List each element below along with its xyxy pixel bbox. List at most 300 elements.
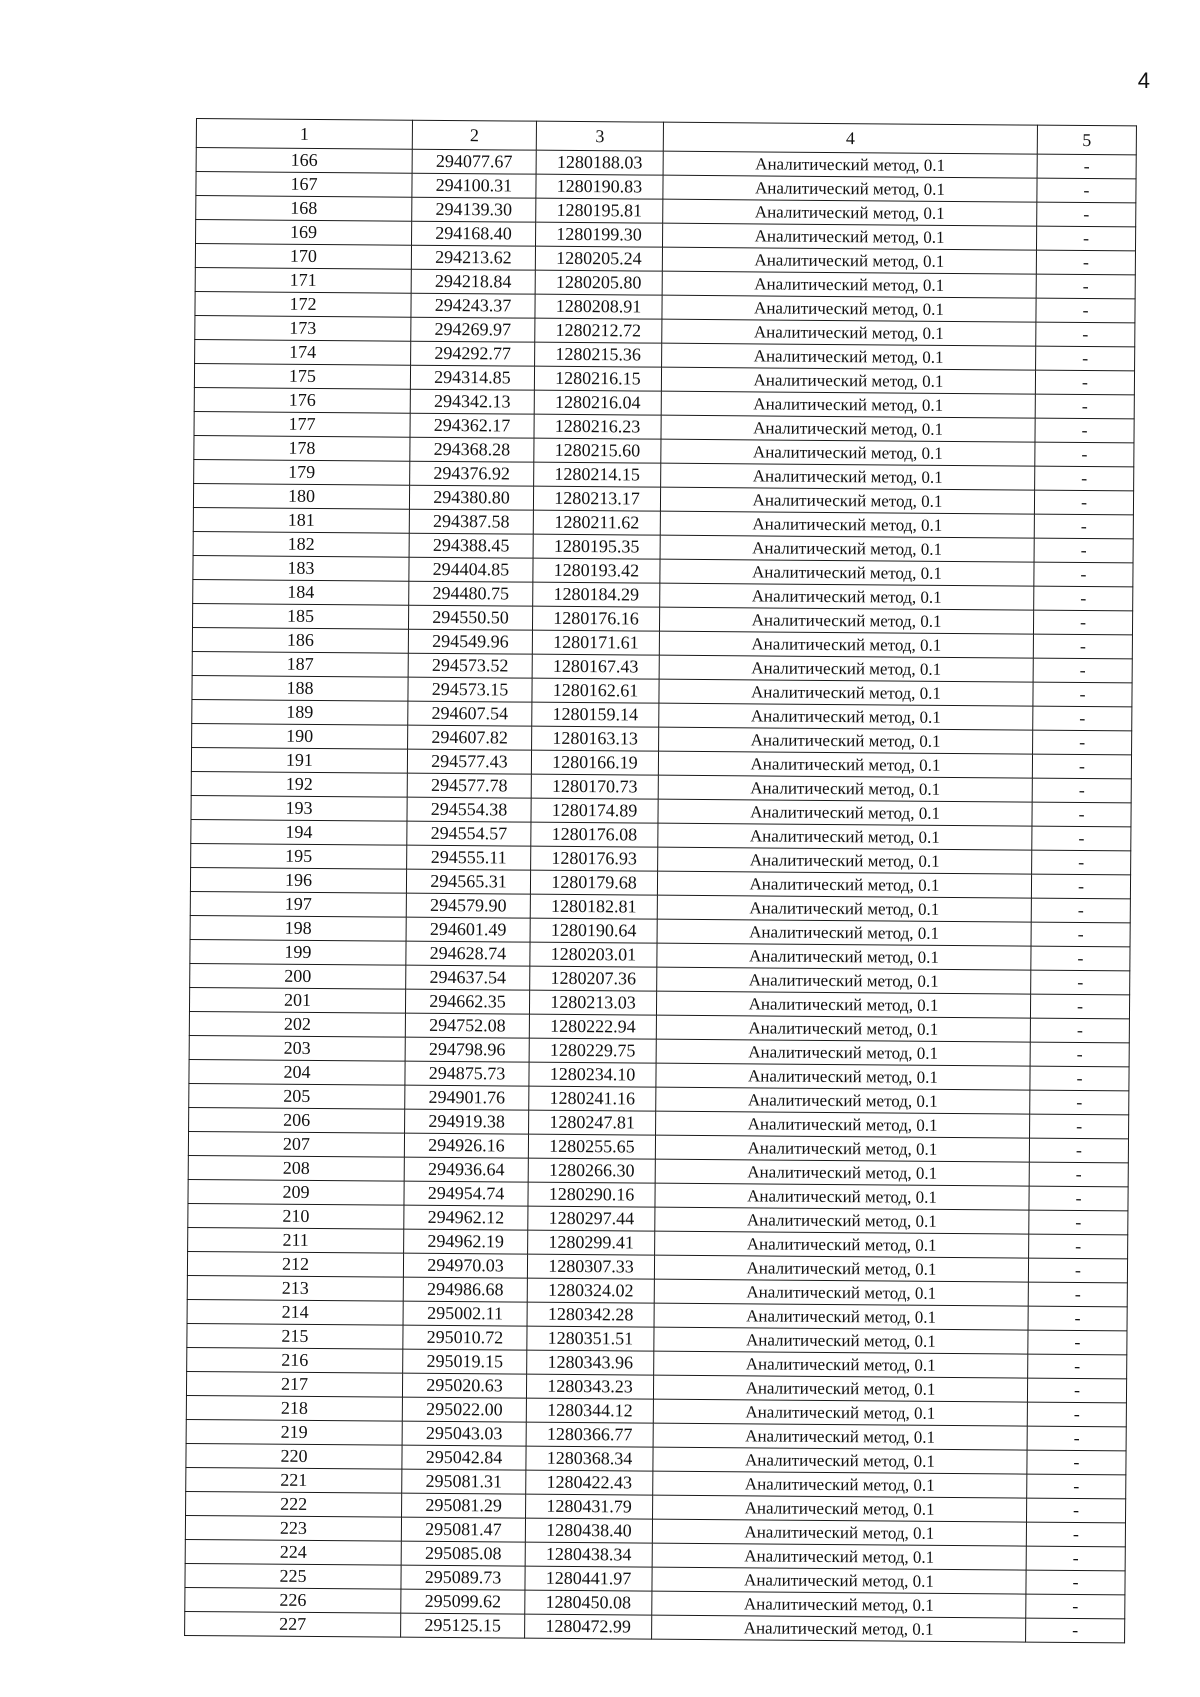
method-cell: Аналитический метод, 0.1 (653, 1495, 1027, 1522)
x-coordinate-cell: 294565.31 (406, 869, 530, 894)
note-cell: - (1029, 1234, 1128, 1259)
x-coordinate-cell: 294986.68 (403, 1277, 527, 1302)
method-cell: Аналитический метод, 0.1 (663, 175, 1037, 202)
method-cell: Аналитический метод, 0.1 (657, 919, 1031, 946)
note-cell: - (1026, 1570, 1125, 1595)
y-coordinate-cell: 1280438.40 (525, 1518, 652, 1543)
y-coordinate-cell: 1280179.68 (530, 870, 657, 895)
x-coordinate-cell: 294875.73 (405, 1061, 529, 1086)
point-number-cell: 171 (195, 267, 411, 293)
column-header-3: 3 (536, 121, 663, 151)
y-coordinate-cell: 1280207.36 (530, 966, 657, 991)
x-coordinate-cell: 294292.77 (411, 341, 535, 366)
point-number-cell: 214 (187, 1299, 403, 1325)
note-cell: - (1026, 1594, 1125, 1619)
point-number-cell: 206 (189, 1107, 405, 1133)
note-cell: - (1030, 1066, 1129, 1091)
x-coordinate-cell: 295081.29 (402, 1493, 526, 1518)
note-cell: - (1033, 682, 1132, 707)
x-coordinate-cell: 295081.31 (402, 1469, 526, 1494)
y-coordinate-cell: 1280422.43 (526, 1470, 653, 1495)
y-coordinate-cell: 1280167.43 (532, 654, 659, 679)
note-cell: - (1029, 1186, 1128, 1211)
point-number-cell: 218 (186, 1395, 402, 1421)
method-cell: Аналитический метод, 0.1 (655, 1183, 1029, 1210)
note-cell: - (1028, 1306, 1127, 1331)
method-cell: Аналитический метод, 0.1 (660, 535, 1034, 562)
point-number-cell: 169 (196, 220, 412, 246)
note-cell: - (1030, 1042, 1129, 1067)
method-cell: Аналитический метод, 0.1 (653, 1399, 1027, 1426)
y-coordinate-cell: 1280182.81 (530, 894, 657, 919)
point-number-cell: 224 (185, 1539, 401, 1565)
y-coordinate-cell: 1280176.08 (531, 822, 658, 847)
point-number-cell: 223 (185, 1515, 401, 1541)
point-number-cell: 199 (190, 939, 406, 965)
x-coordinate-cell: 294554.57 (407, 821, 531, 846)
note-cell: - (1032, 850, 1131, 875)
point-number-cell: 217 (186, 1371, 402, 1397)
y-coordinate-cell: 1280368.34 (526, 1446, 653, 1471)
y-coordinate-cell: 1280193.42 (533, 558, 660, 583)
method-cell: Аналитический метод, 0.1 (657, 871, 1031, 898)
x-coordinate-cell: 294368.28 (410, 437, 534, 462)
page-number: 4 (1137, 68, 1150, 93)
method-cell: Аналитический метод, 0.1 (661, 367, 1035, 394)
note-cell: - (1035, 466, 1134, 491)
note-cell: - (1031, 874, 1130, 899)
point-number-cell: 216 (187, 1347, 403, 1373)
method-cell: Аналитический метод, 0.1 (659, 631, 1033, 658)
x-coordinate-cell: 294954.74 (404, 1181, 528, 1206)
point-number-cell: 166 (196, 148, 412, 174)
x-coordinate-cell: 294550.50 (408, 605, 532, 630)
note-cell: - (1034, 490, 1133, 515)
note-cell: - (1026, 1522, 1125, 1547)
note-cell: - (1034, 538, 1133, 563)
point-number-cell: 210 (188, 1203, 404, 1229)
x-coordinate-cell: 294926.16 (404, 1133, 528, 1158)
point-number-cell: 194 (191, 819, 407, 845)
y-coordinate-cell: 1280215.36 (535, 342, 662, 367)
point-number-cell: 198 (190, 915, 406, 941)
point-number-cell: 188 (192, 675, 408, 701)
column-header-1: 1 (196, 119, 412, 150)
x-coordinate-cell: 295099.62 (401, 1589, 525, 1614)
y-coordinate-cell: 1280214.15 (534, 462, 661, 487)
point-number-cell: 226 (185, 1587, 401, 1613)
point-number-cell: 170 (195, 244, 411, 270)
x-coordinate-cell: 294573.15 (408, 677, 532, 702)
x-coordinate-cell: 295019.15 (403, 1349, 527, 1374)
y-coordinate-cell: 1280184.29 (533, 582, 660, 607)
point-number-cell: 222 (186, 1491, 402, 1517)
method-cell: Аналитический метод, 0.1 (656, 1015, 1030, 1042)
note-cell: - (1036, 298, 1135, 323)
y-coordinate-cell: 1280199.30 (536, 222, 663, 247)
point-number-cell: 220 (186, 1443, 402, 1469)
point-number-cell: 212 (187, 1251, 403, 1277)
x-coordinate-cell: 294970.03 (403, 1253, 527, 1278)
x-coordinate-cell: 295081.47 (401, 1517, 525, 1542)
note-cell: - (1033, 730, 1132, 755)
point-number-cell: 174 (195, 339, 411, 365)
method-cell: Аналитический метод, 0.1 (660, 511, 1034, 538)
note-cell: - (1033, 706, 1132, 731)
note-cell: - (1028, 1282, 1127, 1307)
method-cell: Аналитический метод, 0.1 (663, 199, 1037, 226)
method-cell: Аналитический метод, 0.1 (663, 151, 1037, 178)
point-number-cell: 186 (192, 627, 408, 653)
method-cell: Аналитический метод, 0.1 (659, 655, 1033, 682)
point-number-cell: 215 (187, 1323, 403, 1349)
method-cell: Аналитический метод, 0.1 (662, 247, 1036, 274)
y-coordinate-cell: 1280343.96 (527, 1350, 654, 1375)
method-cell: Аналитический метод, 0.1 (652, 1567, 1026, 1594)
method-cell: Аналитический метод, 0.1 (660, 487, 1034, 514)
x-coordinate-cell: 295085.08 (401, 1541, 525, 1566)
y-coordinate-cell: 1280163.13 (532, 726, 659, 751)
method-cell: Аналитический метод, 0.1 (656, 1063, 1030, 1090)
point-number-cell: 176 (194, 387, 410, 413)
x-coordinate-cell: 294936.64 (404, 1157, 528, 1182)
y-coordinate-cell: 1280213.03 (529, 990, 656, 1015)
note-cell: - (1033, 610, 1132, 635)
y-coordinate-cell: 1280171.61 (532, 630, 659, 655)
point-number-cell: 197 (190, 891, 406, 917)
table-body (185, 148, 1137, 1643)
method-cell: Аналитический метод, 0.1 (654, 1255, 1028, 1282)
note-cell: - (1027, 1474, 1126, 1499)
x-coordinate-cell: 294919.38 (405, 1109, 529, 1134)
note-cell: - (1027, 1426, 1126, 1451)
note-cell: - (1034, 562, 1133, 587)
method-cell: Аналитический метод, 0.1 (659, 607, 1033, 634)
method-cell: Аналитический метод, 0.1 (660, 583, 1034, 610)
point-number-cell: 189 (192, 699, 408, 725)
method-cell: Аналитический метод, 0.1 (659, 703, 1033, 730)
method-cell: Аналитический метод, 0.1 (662, 271, 1036, 298)
point-number-cell: 167 (196, 172, 412, 198)
x-coordinate-cell: 294962.12 (404, 1205, 528, 1230)
x-coordinate-cell: 295020.63 (402, 1373, 526, 1398)
x-coordinate-cell: 294577.43 (407, 749, 531, 774)
method-cell: Аналитический метод, 0.1 (654, 1327, 1028, 1354)
y-coordinate-cell: 1280342.28 (527, 1302, 654, 1327)
y-coordinate-cell: 1280247.81 (529, 1110, 656, 1135)
note-cell: - (1027, 1402, 1126, 1427)
method-cell: Аналитический метод, 0.1 (653, 1423, 1027, 1450)
method-cell: Аналитический метод, 0.1 (658, 775, 1032, 802)
y-coordinate-cell: 1280234.10 (529, 1062, 656, 1087)
point-number-cell: 196 (190, 867, 406, 893)
note-cell: - (1031, 898, 1130, 923)
method-cell: Аналитический метод, 0.1 (661, 415, 1035, 442)
point-number-cell: 208 (188, 1155, 404, 1181)
note-cell: - (1029, 1210, 1128, 1235)
method-cell: Аналитический метод, 0.1 (661, 391, 1035, 418)
note-cell: - (1035, 394, 1134, 419)
note-cell: - (1030, 994, 1129, 1019)
point-number-cell: 213 (187, 1275, 403, 1301)
point-number-cell: 182 (193, 531, 409, 557)
y-coordinate-cell: 1280366.77 (526, 1422, 653, 1447)
note-cell: - (1034, 514, 1133, 539)
method-cell: Аналитический метод, 0.1 (653, 1471, 1027, 1498)
note-cell: - (1037, 202, 1136, 227)
x-coordinate-cell: 294362.17 (410, 413, 534, 438)
y-coordinate-cell: 1280344.12 (526, 1398, 653, 1423)
method-cell: Аналитический метод, 0.1 (662, 295, 1036, 322)
x-coordinate-cell: 294139.30 (412, 197, 536, 222)
y-coordinate-cell: 1280431.79 (526, 1494, 653, 1519)
method-cell: Аналитический метод, 0.1 (655, 1231, 1029, 1258)
note-cell: - (1031, 946, 1130, 971)
coordinates-table (184, 118, 1137, 1643)
x-coordinate-cell: 294168.40 (412, 221, 536, 246)
point-number-cell: 184 (193, 579, 409, 605)
note-cell: - (1027, 1450, 1126, 1475)
y-coordinate-cell: 1280208.91 (535, 294, 662, 319)
method-cell: Аналитический метод, 0.1 (658, 799, 1032, 826)
note-cell: - (1029, 1138, 1128, 1163)
x-coordinate-cell: 295089.73 (401, 1565, 525, 1590)
y-coordinate-cell: 1280159.14 (532, 702, 659, 727)
note-cell: - (1026, 1546, 1125, 1571)
method-cell: Аналитический метод, 0.1 (656, 1111, 1030, 1138)
point-number-cell: 193 (191, 795, 407, 821)
method-cell: Аналитический метод, 0.1 (653, 1375, 1027, 1402)
x-coordinate-cell: 294342.13 (410, 389, 534, 414)
point-number-cell: 201 (189, 987, 405, 1013)
x-coordinate-cell: 294607.54 (408, 701, 532, 726)
point-number-cell: 181 (193, 507, 409, 533)
x-coordinate-cell: 294549.96 (408, 629, 532, 654)
y-coordinate-cell: 1280166.19 (531, 750, 658, 775)
y-coordinate-cell: 1280299.41 (528, 1230, 655, 1255)
note-cell: - (1035, 370, 1134, 395)
column-header-2: 2 (412, 120, 536, 150)
method-cell: Аналитический метод, 0.1 (655, 1159, 1029, 1186)
y-coordinate-cell: 1280212.72 (535, 318, 662, 343)
point-number-cell: 177 (194, 411, 410, 437)
note-cell: - (1034, 586, 1133, 611)
y-coordinate-cell: 1280195.35 (533, 534, 660, 559)
x-coordinate-cell: 294218.84 (411, 269, 535, 294)
y-coordinate-cell: 1280174.89 (531, 798, 658, 823)
x-coordinate-cell: 295022.00 (402, 1397, 526, 1422)
note-cell: - (1035, 442, 1134, 467)
x-coordinate-cell: 294901.76 (405, 1085, 529, 1110)
point-number-cell: 221 (186, 1467, 402, 1493)
x-coordinate-cell: 295125.15 (401, 1613, 525, 1638)
method-cell: Аналитический метод, 0.1 (654, 1279, 1028, 1306)
method-cell: Аналитический метод, 0.1 (656, 1087, 1030, 1114)
x-coordinate-cell: 294662.35 (405, 989, 529, 1014)
point-number-cell: 202 (189, 1011, 405, 1037)
x-coordinate-cell: 294628.74 (406, 941, 530, 966)
note-cell: - (1032, 778, 1131, 803)
x-coordinate-cell: 294388.45 (409, 533, 533, 558)
y-coordinate-cell: 1280351.51 (527, 1326, 654, 1351)
x-coordinate-cell: 294269.97 (411, 317, 535, 342)
method-cell: Аналитический метод, 0.1 (661, 439, 1035, 466)
y-coordinate-cell: 1280307.33 (527, 1254, 654, 1279)
note-cell: - (1036, 226, 1135, 251)
method-cell: Аналитический метод, 0.1 (661, 463, 1035, 490)
y-coordinate-cell: 1280216.04 (534, 390, 661, 415)
point-number-cell: 183 (193, 555, 409, 581)
method-cell: Аналитический метод, 0.1 (658, 823, 1032, 850)
method-cell: Аналитический метод, 0.1 (662, 223, 1036, 250)
note-cell: - (1030, 1114, 1129, 1139)
x-coordinate-cell: 294752.08 (405, 1013, 529, 1038)
method-cell: Аналитический метод, 0.1 (662, 319, 1036, 346)
point-number-cell: 211 (188, 1227, 404, 1253)
x-coordinate-cell: 294579.90 (406, 893, 530, 918)
method-cell: Аналитический метод, 0.1 (658, 751, 1032, 778)
x-coordinate-cell: 294380.80 (409, 485, 533, 510)
note-cell: - (1032, 802, 1131, 827)
y-coordinate-cell: 1280438.34 (525, 1542, 652, 1567)
method-cell: Аналитический метод, 0.1 (655, 1135, 1029, 1162)
x-coordinate-cell: 295042.84 (402, 1445, 526, 1470)
y-coordinate-cell: 1280255.65 (528, 1134, 655, 1159)
column-header-4: 4 (663, 122, 1037, 154)
y-coordinate-cell: 1280266.30 (528, 1158, 655, 1183)
method-cell: Аналитический метод, 0.1 (655, 1207, 1029, 1234)
point-number-cell: 175 (194, 363, 410, 389)
method-cell: Аналитический метод, 0.1 (653, 1447, 1027, 1474)
x-coordinate-cell: 294387.58 (409, 509, 533, 534)
method-cell: Аналитический метод, 0.1 (657, 943, 1031, 970)
x-coordinate-cell: 294404.85 (409, 557, 533, 582)
note-cell: - (1036, 322, 1135, 347)
point-number-cell: 200 (190, 963, 406, 989)
x-coordinate-cell: 294243.37 (411, 293, 535, 318)
note-cell: - (1033, 658, 1132, 683)
x-coordinate-cell: 294798.96 (405, 1037, 529, 1062)
point-number-cell: 207 (188, 1131, 404, 1157)
note-cell: - (1032, 826, 1131, 851)
note-cell: - (1030, 1090, 1129, 1115)
y-coordinate-cell: 1280176.16 (532, 606, 659, 631)
point-number-cell: 190 (192, 723, 408, 749)
point-number-cell: 209 (188, 1179, 404, 1205)
method-cell: Аналитический метод, 0.1 (657, 967, 1031, 994)
note-cell: - (1028, 1330, 1127, 1355)
y-coordinate-cell: 1280211.62 (533, 510, 660, 535)
point-number-cell: 180 (193, 483, 409, 509)
y-coordinate-cell: 1280190.64 (530, 918, 657, 943)
point-number-cell: 187 (192, 651, 408, 677)
note-cell: - (1035, 418, 1134, 443)
point-number-cell: 227 (185, 1611, 401, 1637)
x-coordinate-cell: 295043.03 (402, 1421, 526, 1446)
point-number-cell: 178 (194, 435, 410, 461)
x-coordinate-cell: 294577.78 (407, 773, 531, 798)
y-coordinate-cell: 1280195.81 (536, 198, 663, 223)
y-coordinate-cell: 1280241.16 (529, 1086, 656, 1111)
method-cell: Аналитический метод, 0.1 (656, 991, 1030, 1018)
point-number-cell: 205 (189, 1083, 405, 1109)
point-number-cell: 219 (186, 1419, 402, 1445)
method-cell: Аналитический метод, 0.1 (657, 895, 1031, 922)
method-cell: Аналитический метод, 0.1 (652, 1591, 1026, 1618)
note-cell: - (1028, 1258, 1127, 1283)
point-number-cell: 191 (191, 747, 407, 773)
x-coordinate-cell: 294637.54 (406, 965, 530, 990)
y-coordinate-cell: 1280203.01 (530, 942, 657, 967)
x-coordinate-cell: 294376.92 (410, 461, 534, 486)
y-coordinate-cell: 1280215.60 (534, 438, 661, 463)
point-number-cell: 179 (194, 459, 410, 485)
method-cell: Аналитический метод, 0.1 (656, 1039, 1030, 1066)
y-coordinate-cell: 1280441.97 (525, 1566, 652, 1591)
x-coordinate-cell: 294555.11 (407, 845, 531, 870)
note-cell: - (1036, 250, 1135, 275)
y-coordinate-cell: 1280216.23 (534, 414, 661, 439)
note-cell: - (1026, 1498, 1125, 1523)
y-coordinate-cell: 1280176.93 (531, 846, 658, 871)
y-coordinate-cell: 1280324.02 (527, 1278, 654, 1303)
x-coordinate-cell: 294100.31 (412, 173, 536, 198)
y-coordinate-cell: 1280213.17 (533, 486, 660, 511)
method-cell: Аналитический метод, 0.1 (652, 1615, 1026, 1642)
y-coordinate-cell: 1280216.15 (534, 366, 661, 391)
method-cell: Аналитический метод, 0.1 (660, 559, 1034, 586)
method-cell: Аналитический метод, 0.1 (659, 679, 1033, 706)
point-number-cell: 172 (195, 291, 411, 317)
x-coordinate-cell: 294213.62 (411, 245, 535, 270)
note-cell: - (1037, 178, 1136, 203)
y-coordinate-cell: 1280170.73 (531, 774, 658, 799)
note-cell: - (1032, 754, 1131, 779)
note-cell: - (1030, 1018, 1129, 1043)
y-coordinate-cell: 1280290.16 (528, 1182, 655, 1207)
y-coordinate-cell: 1280222.94 (529, 1014, 656, 1039)
y-coordinate-cell: 1280190.83 (536, 174, 663, 199)
y-coordinate-cell: 1280297.44 (528, 1206, 655, 1231)
point-number-cell: 225 (185, 1563, 401, 1589)
method-cell: Аналитический метод, 0.1 (662, 343, 1036, 370)
x-coordinate-cell: 294607.82 (408, 725, 532, 750)
x-coordinate-cell: 294554.38 (407, 797, 531, 822)
point-number-cell: 173 (195, 315, 411, 341)
y-coordinate-cell: 1280229.75 (529, 1038, 656, 1063)
method-cell: Аналитический метод, 0.1 (652, 1543, 1026, 1570)
y-coordinate-cell: 1280472.99 (525, 1614, 652, 1639)
y-coordinate-cell: 1280188.03 (536, 150, 663, 175)
x-coordinate-cell: 294077.67 (412, 149, 536, 174)
x-coordinate-cell: 295002.11 (403, 1301, 527, 1326)
note-cell: - (1031, 922, 1130, 947)
point-number-cell: 204 (189, 1059, 405, 1085)
x-coordinate-cell: 294601.49 (406, 917, 530, 942)
method-cell: Аналитический метод, 0.1 (659, 727, 1033, 754)
point-number-cell: 168 (196, 196, 412, 222)
note-cell: - (1026, 1618, 1125, 1643)
x-coordinate-cell: 295010.72 (403, 1325, 527, 1350)
note-cell: - (1029, 1162, 1128, 1187)
x-coordinate-cell: 294480.75 (409, 581, 533, 606)
method-cell: Аналитический метод, 0.1 (654, 1303, 1028, 1330)
y-coordinate-cell: 1280343.23 (526, 1374, 653, 1399)
note-cell: - (1028, 1354, 1127, 1379)
point-number-cell: 195 (191, 843, 407, 869)
note-cell: - (1036, 274, 1135, 299)
x-coordinate-cell: 294573.52 (408, 653, 532, 678)
